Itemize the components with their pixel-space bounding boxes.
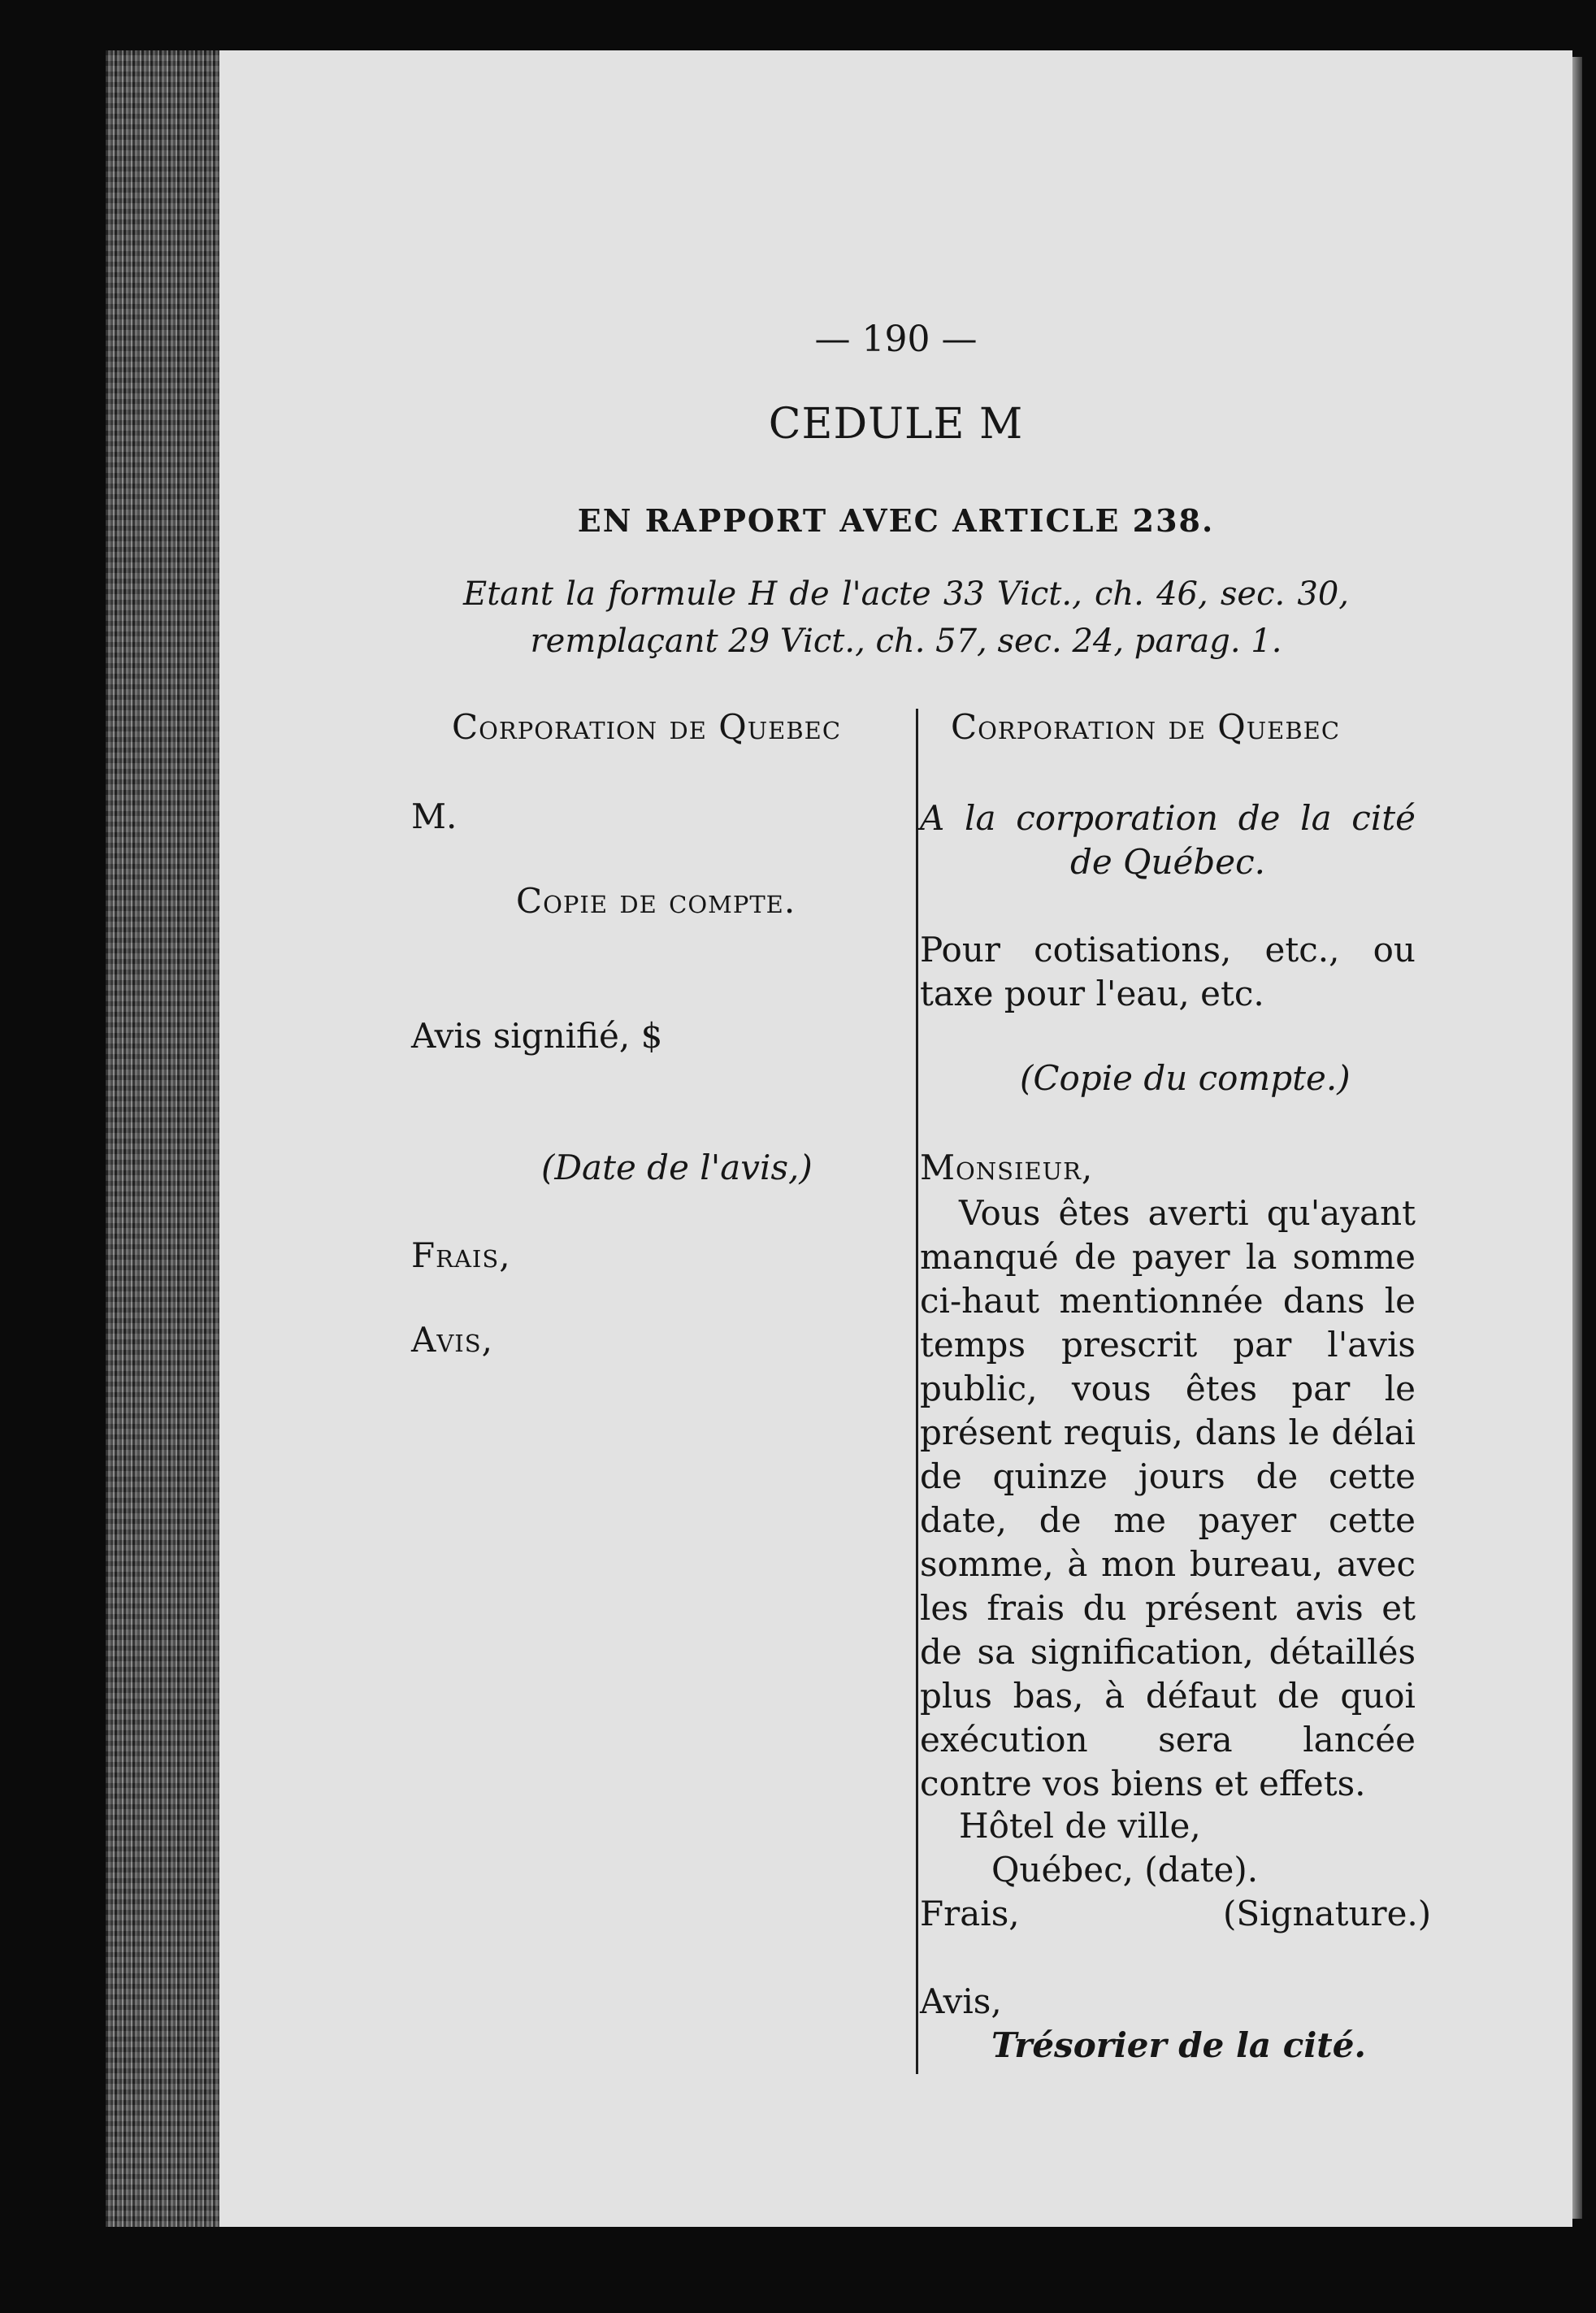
right-notice-line: Avis, [920,1981,1002,2021]
right-column-header: Corporation de Quebec [951,707,1341,747]
left-column-heading: Copie de compte. [516,881,796,921]
page-edge-shadow [1572,57,1582,2219]
left-fees-line: Frais, [411,1235,511,1275]
notice-date-line: (Date de l'avis,) [541,1148,813,1187]
place-line-2: Québec, (date). [991,1850,1259,1890]
signature-line: (Signature.) [1223,1894,1432,1933]
purpose-line: Pour cotisations, etc., ou taxe pour l'eau, etc. [920,930,1416,1013]
addressee-line: M. [411,796,458,836]
notice-body [920,1191,1416,1806]
addressee-corporation: A la corporation de la cité de Québec. [920,798,1416,882]
page-number: — 190 — [814,319,978,360]
treasurer-line: Trésorier de la cité. [991,2025,1367,2065]
notice-served-line: Avis signifié, $ [411,1016,663,1056]
right-fees-line: Frais, [920,1894,1020,1933]
account-copy-line: (Copie du compte.) [1020,1058,1351,1098]
page-title: CEDULE M [768,400,1024,449]
intro-paragraph: Etant la formule H de l'acte 33 Vict., ch. 46, sec. 30, remplaçant 29 Vict., ch. 57, sec. 24, parag. 1. [463,575,1349,660]
notice-body-text: Vous êtes averti qu'ayant manqué de payer la somme ci-haut mentionnée dans le temps prescrit par l'avis public, vous êtes par le présent requis, dans le délai de quinze jours de cette date, de me payer cette somme, à mon bureau, avec les frais du présent avis et de sa signification, détaillés plus bas, à défaut de quoi exécution sera lancée contre vos biens et effets. [920,1193,1416,1803]
left-notice-line: Avis, [411,1320,493,1360]
place-line-1: Hôtel de ville, [959,1806,1201,1846]
article-reference: EN RAPPORT AVEC ARTICLE 238. [577,502,1215,539]
left-column-header: Corporation de Quebec [452,707,842,747]
book-binding [106,50,228,2227]
column-divider [916,709,918,2074]
salutation: Monsieur, [920,1148,1094,1187]
book-page [219,50,1572,2227]
